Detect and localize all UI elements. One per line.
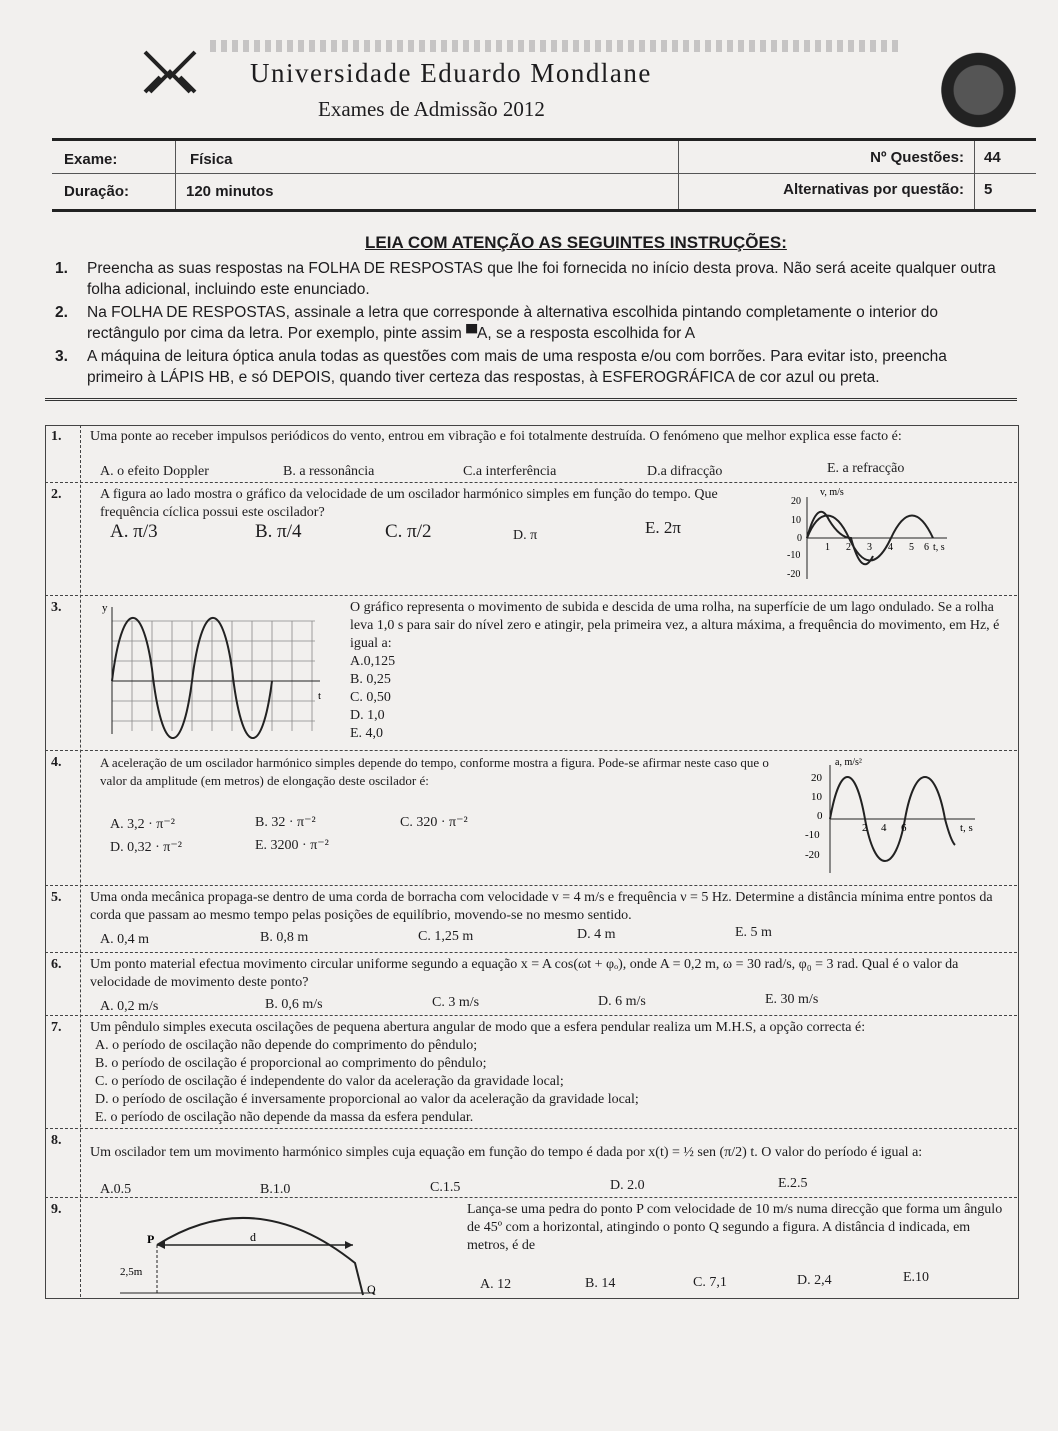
y-tick: 10 xyxy=(811,791,822,803)
question-text: A figura ao lado mostra o gráfico da velocidade de um oscilador harmónico simples em função do tempo. Que frequência cíclica possui este oscilador? xyxy=(100,487,718,520)
option-b: B. o período de oscilação é proporcional ao comprimento do pêndulo; xyxy=(95,1056,487,1071)
question-number: 5. xyxy=(51,890,62,905)
option-d: D. 2.0 xyxy=(610,1178,645,1193)
option-a: A. 0,2 m/s xyxy=(100,999,159,1014)
option-e: E. 5 m xyxy=(735,925,772,940)
question-text: Uma onda mecânica propaga-se dentro de uma corda de borracha com velocidade v = 4 m/s e frequência ν = 5 Hz. Determine a distância mínima entre pontos da corda que passam ao mesmo tempo pelas posições de equilíbrio, movendo-se no mesmo sentido. xyxy=(90,890,993,923)
option-b: B.1.0 xyxy=(260,1182,291,1197)
duration-label: Duração: xyxy=(64,183,130,200)
projectile-figure xyxy=(115,1203,405,1298)
x-tick: 5 xyxy=(909,542,914,553)
option-c: C. 3 m/s xyxy=(432,995,480,1010)
exam-info-table xyxy=(52,138,1036,212)
exam-subtitle: Exames de Admissão 2012 xyxy=(318,97,545,121)
question-text: Um pêndulo simples executa oscilações de pequena abertura angular de modo que a esfera pendular realiza um M.H.S, a opção correcta é: xyxy=(90,1020,866,1035)
question-text: Um ponto material efectua movimento circular uniforme segundo a equação x = A cos(ωt + φₒ), onde A = 0,2 m, ω = 30 rad/s, φ₀ = 3 rad. Qual é o valor da velocidade de movimento deste ponto? xyxy=(90,957,959,990)
option-d: D.a difracção xyxy=(647,464,723,479)
x-tick: 2 xyxy=(862,822,868,834)
y-tick: -10 xyxy=(787,550,801,561)
question-number: 7. xyxy=(51,1020,62,1035)
option-a: A. o efeito Doppler xyxy=(100,464,209,479)
x-tick: 6 xyxy=(924,542,929,553)
portrait-image xyxy=(918,35,1028,135)
option-c: C. 1,25 m xyxy=(418,929,474,944)
option-d: D. 6 m/s xyxy=(598,994,646,1009)
option-c: C. 0,50 xyxy=(350,690,391,705)
question-3 xyxy=(45,595,1017,751)
question-5 xyxy=(45,885,1017,953)
option-a: A. π/3 xyxy=(110,521,158,542)
duration-value: 120 minutos xyxy=(186,183,274,200)
option-e: E. 2π xyxy=(645,518,681,537)
y-tick: 10 xyxy=(791,515,801,526)
question-number: 2. xyxy=(51,487,62,502)
question-number: 3. xyxy=(51,600,62,615)
option-b: B. 14 xyxy=(585,1276,616,1291)
option-a: A.0,125 xyxy=(350,654,396,669)
y-tick: 0 xyxy=(817,810,823,822)
item-number: 3. xyxy=(55,348,68,365)
y-tick: 20 xyxy=(791,496,801,507)
cork-wave-chart xyxy=(100,599,340,739)
university-logo xyxy=(140,42,205,97)
header-pattern xyxy=(210,40,900,52)
option-e: E.10 xyxy=(903,1270,930,1285)
option-c: C. 320 · π⁻² xyxy=(400,815,468,830)
x-tick: 2 xyxy=(846,542,851,553)
option-d: D. 2,4 xyxy=(797,1273,832,1288)
option-e: E.2.5 xyxy=(778,1176,808,1191)
y-tick: 0 xyxy=(797,533,802,544)
instructions-list xyxy=(55,258,1005,388)
questions-label: Nº Questões: xyxy=(870,149,964,166)
option-e: E. a refracção xyxy=(827,461,905,476)
option-d: D. π xyxy=(513,528,538,543)
option-a: A. 12 xyxy=(480,1277,512,1292)
question-2 xyxy=(45,482,1017,596)
option-e: E. 3200 · π⁻² xyxy=(255,838,329,853)
x-tick: 3 xyxy=(867,542,872,553)
questions-value: 44 xyxy=(984,149,1001,166)
question-7 xyxy=(45,1015,1017,1129)
item-text: Preencha as suas respostas na FOLHA DE RESPOSTAS que lhe foi fornecida no início desta prova. Não será aceite qualquer outra folha adicional, incluindo este enunciado. xyxy=(87,260,996,298)
question-number: 4. xyxy=(51,755,62,770)
instructions-heading: LEIA COM ATENÇÃO AS SEGUINTES INSTRUÇÕES: xyxy=(365,233,787,252)
option-a: A. 0,4 m xyxy=(100,932,149,947)
velocity-time-chart xyxy=(767,483,977,583)
item-text: A máquina de leitura óptica anula todas as questões com mais de uma resposta e/ou com borrões. Para evitar isto, preencha primeiro à LÁPIS HB, e só DEPOIS, quando tiver certeza das respostas, à ESFEROGRÁFICA de cor azul ou preta. xyxy=(87,348,947,386)
option-c: C. o período de oscilação é independente do valor da aceleração da gravidade local; xyxy=(95,1074,564,1089)
option-b: B. 0,8 m xyxy=(260,930,309,945)
question-6 xyxy=(45,952,1017,1016)
option-b: B. π/4 xyxy=(255,521,302,542)
exam-label: Exame: xyxy=(64,151,118,168)
alternatives-value: 5 xyxy=(984,181,993,198)
option-b: B. 32 · π⁻² xyxy=(255,815,316,830)
divider xyxy=(45,398,1017,401)
alternatives-label: Alternativas por questão: xyxy=(783,181,964,198)
x-tick: 6 xyxy=(901,822,907,834)
option-c: C.a interferência xyxy=(463,464,557,479)
x-axis-label: t, s xyxy=(933,542,945,553)
x-axis-label: t xyxy=(318,690,322,702)
option-e: E. o período de oscilação não depende da massa da esfera pendular. xyxy=(95,1110,474,1125)
question-number: 6. xyxy=(51,957,62,972)
height-label: 2,5m xyxy=(120,1266,143,1278)
option-b: B. 0,25 xyxy=(350,672,391,687)
question-text: A aceleração de um oscilador harmónico simples depende do tempo, conforme mostra a figura. Pode-se afirmar neste caso que o valor da amplitude (em metros) de elongação deste oscilador é: xyxy=(100,755,769,788)
y-axis-label: a, m/s² xyxy=(835,757,862,768)
option-c: C.1.5 xyxy=(430,1180,461,1195)
question-text: Uma ponte ao receber impulsos periódicos do vento, entrou em vibração e foi totalmente destruída. O fenómeno que melhor explica esse facto é: xyxy=(90,429,902,444)
option-b: B. a ressonância xyxy=(283,464,375,479)
y-tick: -10 xyxy=(805,829,820,841)
x-tick: 4 xyxy=(881,822,887,834)
item-number: 1. xyxy=(55,260,68,277)
option-c: C. 7,1 xyxy=(693,1275,727,1290)
trajectory-curve xyxy=(157,1218,363,1295)
question-text: Lança-se uma pedra do ponto P com velocidade de 10 m/s numa direcção que forma um ângulo de 45º com a horizontal, atingindo o ponto Q segundo a figura. A distância d indicada, em metros, é de xyxy=(467,1202,1003,1253)
x-tick: 4 xyxy=(888,542,893,553)
question-4 xyxy=(45,750,1017,886)
y-tick: -20 xyxy=(805,849,820,861)
option-d: D. 1,0 xyxy=(350,708,385,723)
option-d: D. o período de oscilação é inversamente proporcional ao valor da aceleração da gravidade local; xyxy=(95,1092,639,1107)
y-axis-label: v, m/s xyxy=(820,487,844,498)
y-axis-label: y xyxy=(102,602,108,614)
university-name: Universidade Eduardo Mondlane xyxy=(250,58,652,88)
point-q-label: Q xyxy=(367,1282,376,1296)
x-axis-label: t, s xyxy=(960,822,973,834)
option-a: A. o período de oscilação não depende do comprimento do pêndulo; xyxy=(95,1038,478,1053)
item-text: Na FOLHA DE RESPOSTAS, assinale a letra que corresponde à alternativa escolhida pintando completamente o interior do rectângulo por cima da letra. Por exemplo, pinte assim ▀A, se a resposta escolhida for A xyxy=(87,304,938,342)
point-p-label: P xyxy=(147,1232,155,1246)
option-c: C. π/2 xyxy=(385,521,432,542)
question-text: Um oscilador tem um movimento harmónico simples cuja equação em função do tempo é dada por x(t) = ½ sen (π/2) t. O valor do período é igual a: xyxy=(90,1145,923,1160)
option-a: A.0.5 xyxy=(100,1182,132,1197)
grid xyxy=(112,621,315,731)
question-8 xyxy=(45,1128,1017,1198)
instruction-item xyxy=(55,346,1005,388)
option-b: B. 0,6 m/s xyxy=(265,997,323,1012)
y-tick: -20 xyxy=(787,569,801,580)
y-tick: 20 xyxy=(811,772,822,784)
question-text: O gráfico representa o movimento de subida e descida de uma rolha, na superfície de um lago ondulado. Se a rolha leva 1,0 s para sair do nível zero e atingir, pela primeira vez, a altura máxima, a frequência do movimento, em Hz, é igual a: xyxy=(350,600,1000,651)
question-9 xyxy=(45,1197,1017,1298)
exam-value: Física xyxy=(190,151,233,168)
question-number: 1. xyxy=(51,429,62,444)
question-number: 9. xyxy=(51,1202,62,1217)
option-a: A. 3,2 · π⁻² xyxy=(110,817,175,832)
divider xyxy=(52,173,1036,174)
instruction-item xyxy=(55,302,1005,344)
acceleration-time-chart xyxy=(795,753,985,878)
distance-label: d xyxy=(250,1230,256,1244)
question-1 xyxy=(45,425,1017,482)
x-tick: 1 xyxy=(825,542,830,553)
instruction-item xyxy=(55,258,1005,300)
option-d: D. 4 m xyxy=(577,927,616,942)
option-e: E. 4,0 xyxy=(350,726,384,741)
question-number: 8. xyxy=(51,1133,62,1148)
option-d: D. 0,32 · π⁻² xyxy=(110,840,182,855)
item-number: 2. xyxy=(55,304,68,321)
option-e: E. 30 m/s xyxy=(765,992,819,1007)
